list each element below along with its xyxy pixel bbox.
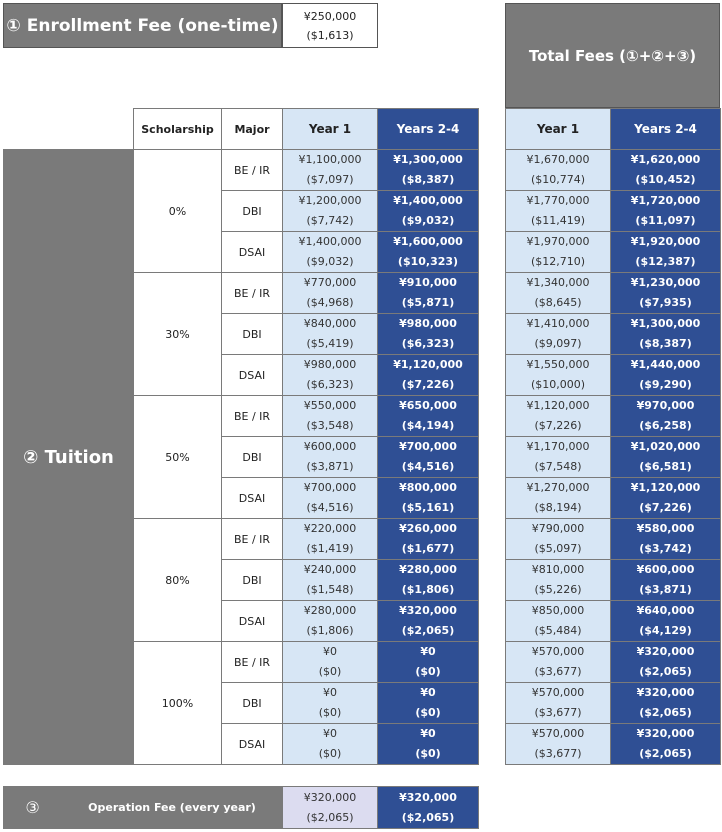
- total-year1-yen: ¥1,270,000: [526, 481, 590, 494]
- major-cell: DBI: [222, 191, 283, 232]
- tuition-years24-yen: ¥910,000: [399, 276, 457, 289]
- major-cell: DBI: [222, 314, 283, 355]
- total-years24-usd: ($7,226): [639, 501, 692, 514]
- tuition-row: [4, 150, 479, 191]
- operation-fee-year1-yen: ¥320,000: [303, 790, 357, 804]
- total-year1-usd: ($8,645): [534, 296, 582, 309]
- total-years24-usd: ($6,258): [639, 419, 692, 432]
- major-cell: DSAI: [222, 601, 283, 642]
- total-year1-usd: ($5,484): [534, 624, 582, 637]
- total-row: [506, 519, 721, 560]
- total-year1-usd: ($5,097): [534, 542, 582, 555]
- total-year1: [506, 519, 611, 560]
- total-year1: [506, 150, 611, 191]
- tuition-year1: [283, 191, 378, 232]
- major-cell: DSAI: [222, 355, 283, 396]
- tuition-year1-yen: ¥1,400,000: [298, 235, 362, 248]
- major-cell: BE / IR: [222, 273, 283, 314]
- tuition-year1-usd: ($1,806): [306, 624, 354, 637]
- tuition-year1-usd: ($4,968): [306, 296, 354, 309]
- total-years24-yen: ¥1,720,000: [630, 194, 701, 207]
- total-years24-usd: ($2,065): [639, 665, 692, 678]
- operation-fee-row: [4, 787, 479, 829]
- total-years24-yen: ¥1,620,000: [630, 153, 701, 166]
- total-row: [506, 478, 721, 519]
- scholarship-level: 100%: [134, 642, 222, 765]
- total-year1-usd: ($9,097): [534, 337, 582, 350]
- total-years24-usd: ($12,387): [635, 255, 696, 268]
- total-years24-yen: ¥1,440,000: [630, 358, 701, 371]
- total-years24-usd: ($11,097): [635, 214, 696, 227]
- total-year1-yen: ¥1,970,000: [526, 235, 590, 248]
- tuition-year1: [283, 642, 378, 683]
- total-year1-usd: ($7,548): [534, 460, 582, 473]
- tuition-years24-usd: ($10,323): [397, 255, 459, 268]
- enrollment-fee-label-text: ① Enrollment Fee (one-time): [6, 15, 279, 36]
- total-year1-yen: ¥570,000: [531, 727, 585, 740]
- tuition-years24-usd: ($1,677): [401, 542, 455, 555]
- total-years24-usd: ($8,387): [639, 337, 692, 350]
- operation-fee-years24-usd: ($2,065): [401, 810, 455, 824]
- total-years24-yen: ¥580,000: [636, 522, 695, 535]
- enrollment-fee-yen: ¥250,000: [303, 9, 357, 23]
- tuition-years24-usd: ($0): [415, 747, 441, 760]
- scholarship-level: 80%: [134, 519, 222, 642]
- total-years24: [611, 683, 721, 724]
- tuition-years24-yen: ¥0: [420, 686, 436, 699]
- tuition-years24-usd: ($6,323): [401, 337, 455, 350]
- total-years24-yen: ¥320,000: [636, 686, 695, 699]
- total-row: [506, 601, 721, 642]
- total-years24-yen: ¥1,230,000: [630, 276, 701, 289]
- tuition-years24-yen: ¥1,600,000: [393, 235, 463, 248]
- tuition-years24: [378, 519, 479, 560]
- tuition-years24: [378, 314, 479, 355]
- total-year1-yen: ¥1,340,000: [526, 276, 590, 289]
- total-year1: [506, 314, 611, 355]
- operation-fee-table: [3, 786, 479, 829]
- total-year1-yen: ¥570,000: [531, 645, 585, 658]
- total-years24: [611, 642, 721, 683]
- operation-fee-years24-yen: ¥320,000: [399, 790, 457, 804]
- total-years24-yen: ¥1,920,000: [630, 235, 701, 248]
- total-year1-usd: ($12,710): [530, 255, 586, 268]
- tuition-years24-yen: ¥700,000: [399, 440, 457, 453]
- total-row: [506, 232, 721, 273]
- tuition-years24: [378, 355, 479, 396]
- header-spacer: [4, 109, 134, 150]
- total-year1: [506, 478, 611, 519]
- total-row: [506, 355, 721, 396]
- tuition-years24-usd: ($7,226): [401, 378, 455, 391]
- total-years24: [611, 150, 721, 191]
- tuition-year1-usd: ($4,516): [306, 501, 354, 514]
- tuition-years24-usd: ($4,516): [401, 460, 455, 473]
- tuition-years24-usd: ($9,032): [401, 214, 455, 227]
- scholarship-level: 0%: [134, 150, 222, 273]
- total-years24-yen: ¥600,000: [636, 563, 695, 576]
- total-years24-usd: ($6,581): [639, 460, 692, 473]
- tuition-year1-usd: ($0): [318, 747, 342, 760]
- tuition-year1-usd: ($7,097): [306, 173, 354, 186]
- major-cell: BE / IR: [222, 642, 283, 683]
- total-year1-usd: ($11,419): [530, 214, 586, 227]
- total-years24: [611, 232, 721, 273]
- major-cell: BE / IR: [222, 396, 283, 437]
- tuition-years24-yen: ¥320,000: [399, 604, 457, 617]
- tuition-year1-yen: ¥0: [323, 645, 337, 658]
- tuition-years24-yen: ¥1,120,000: [393, 358, 463, 371]
- tuition-years24: [378, 683, 479, 724]
- tuition-year1: [283, 683, 378, 724]
- tuition-label: ② Tuition: [4, 150, 134, 765]
- tuition-year1-yen: ¥1,200,000: [298, 194, 362, 207]
- total-year1-usd: ($3,677): [534, 747, 582, 760]
- tuition-years24-usd: ($5,161): [401, 501, 455, 514]
- enrollment-fee-amount: [282, 3, 378, 48]
- tuition-year1-usd: ($1,548): [306, 583, 354, 596]
- tuition-years24-usd: ($2,065): [401, 624, 455, 637]
- tuition-year1-yen: ¥980,000: [303, 358, 357, 371]
- total-year1: [506, 437, 611, 478]
- operation-fee-years24: [378, 787, 479, 829]
- tuition-years24: [378, 478, 479, 519]
- total-row: [506, 560, 721, 601]
- scholarship-level: 30%: [134, 273, 222, 396]
- tuition-year1: [283, 314, 378, 355]
- tuition-years24-usd: ($5,871): [401, 296, 455, 309]
- total-years24-usd: ($9,290): [639, 378, 692, 391]
- total-year1-usd: ($10,000): [530, 378, 586, 391]
- enrollment-fee-label: [3, 3, 282, 48]
- major-cell: DBI: [222, 560, 283, 601]
- total-years24-yen: ¥970,000: [636, 399, 695, 412]
- total-year1-usd: ($10,774): [530, 173, 586, 186]
- total-year1-usd: ($3,677): [534, 706, 582, 719]
- total-header-years24: Years 2-4: [611, 109, 721, 150]
- tuition-year1: [283, 273, 378, 314]
- tuition-years24-yen: ¥260,000: [399, 522, 457, 535]
- total-header-row: [506, 109, 721, 150]
- total-years24-yen: ¥320,000: [636, 727, 695, 740]
- tuition-year1: [283, 519, 378, 560]
- total-years24: [611, 724, 721, 765]
- total-years24: [611, 560, 721, 601]
- tuition-year1-yen: ¥220,000: [303, 522, 357, 535]
- tuition-table: [3, 108, 479, 765]
- total-year1: [506, 396, 611, 437]
- major-cell: BE / IR: [222, 519, 283, 560]
- total-year1: [506, 273, 611, 314]
- tuition-year1-usd: ($5,419): [306, 337, 354, 350]
- tuition-years24: [378, 191, 479, 232]
- tuition-years24-yen: ¥650,000: [399, 399, 457, 412]
- tuition-year1-usd: ($1,419): [306, 542, 354, 555]
- tuition-years24-usd: ($1,806): [401, 583, 455, 596]
- tuition-years24-yen: ¥280,000: [399, 563, 457, 576]
- total-row: [506, 273, 721, 314]
- tuition-years24-yen: ¥0: [420, 645, 436, 658]
- header-years24: Years 2-4: [378, 109, 479, 150]
- total-row: [506, 642, 721, 683]
- total-years24: [611, 273, 721, 314]
- total-years24: [611, 314, 721, 355]
- tuition-year1-usd: ($9,032): [306, 255, 354, 268]
- total-year1: [506, 683, 611, 724]
- total-years24: [611, 601, 721, 642]
- tuition-year1-usd: ($0): [318, 665, 342, 678]
- operation-fee-label: Operation Fee (every year): [62, 787, 283, 829]
- total-year1: [506, 601, 611, 642]
- total-years24-usd: ($4,129): [639, 624, 692, 637]
- tuition-year1: [283, 355, 378, 396]
- tuition-year1: [283, 232, 378, 273]
- total-years24: [611, 478, 721, 519]
- total-year1-yen: ¥810,000: [531, 563, 585, 576]
- tuition-header-row: [4, 109, 479, 150]
- total-year1: [506, 724, 611, 765]
- total-years24-usd: ($3,742): [639, 542, 692, 555]
- total-years24-yen: ¥1,120,000: [630, 481, 701, 494]
- operation-fee-year1: [283, 787, 378, 829]
- tuition-year1-usd: ($3,548): [306, 419, 354, 432]
- tuition-year1-yen: ¥770,000: [303, 276, 357, 289]
- total-years24-yen: ¥320,000: [636, 645, 695, 658]
- tuition-year1-yen: ¥0: [323, 686, 337, 699]
- total-row: [506, 683, 721, 724]
- total-row: [506, 191, 721, 232]
- total-years24-usd: ($2,065): [639, 747, 692, 760]
- total-fees-table: [505, 108, 721, 765]
- major-cell: DSAI: [222, 724, 283, 765]
- total-year1-usd: ($3,677): [534, 665, 582, 678]
- total-row: [506, 314, 721, 355]
- tuition-year1-usd: ($6,323): [306, 378, 354, 391]
- tuition-year1: [283, 396, 378, 437]
- total-year1-yen: ¥570,000: [531, 686, 585, 699]
- tuition-year1-yen: ¥1,100,000: [298, 153, 362, 166]
- total-year1-yen: ¥790,000: [531, 522, 585, 535]
- total-years24: [611, 396, 721, 437]
- header-major: Major: [222, 109, 283, 150]
- tuition-year1-yen: ¥600,000: [303, 440, 357, 453]
- total-years24-usd: ($2,065): [639, 706, 692, 719]
- total-year1: [506, 355, 611, 396]
- total-year1-usd: ($5,226): [534, 583, 582, 596]
- tuition-year1-yen: ¥840,000: [303, 317, 357, 330]
- total-years24: [611, 519, 721, 560]
- tuition-years24-yen: ¥1,300,000: [393, 153, 463, 166]
- tuition-year1-usd: ($3,871): [306, 460, 354, 473]
- total-year1-yen: ¥1,770,000: [526, 194, 590, 207]
- tuition-years24-usd: ($8,387): [401, 173, 455, 186]
- tuition-years24-yen: ¥980,000: [399, 317, 457, 330]
- total-years24-yen: ¥640,000: [636, 604, 695, 617]
- total-years24: [611, 191, 721, 232]
- header-year1: Year 1: [283, 109, 378, 150]
- total-year1-yen: ¥1,670,000: [526, 153, 590, 166]
- tuition-year1: [283, 560, 378, 601]
- total-years24-usd: ($3,871): [639, 583, 692, 596]
- total-fees-title: [505, 3, 720, 108]
- tuition-years24: [378, 724, 479, 765]
- tuition-years24: [378, 396, 479, 437]
- tuition-years24-yen: ¥1,400,000: [393, 194, 463, 207]
- total-header-year1: Year 1: [506, 109, 611, 150]
- total-year1: [506, 232, 611, 273]
- total-year1-yen: ¥1,550,000: [526, 358, 590, 371]
- tuition-year1-usd: ($0): [318, 706, 342, 719]
- total-row: [506, 150, 721, 191]
- total-year1-yen: ¥1,120,000: [526, 399, 590, 412]
- tuition-year1-usd: ($7,742): [306, 214, 354, 227]
- total-years24-usd: ($10,452): [635, 173, 696, 186]
- total-row: [506, 724, 721, 765]
- total-year1: [506, 560, 611, 601]
- total-years24-yen: ¥1,300,000: [630, 317, 701, 330]
- tuition-year1: [283, 724, 378, 765]
- major-cell: DBI: [222, 683, 283, 724]
- tuition-years24-usd: ($0): [415, 706, 441, 719]
- operation-fee-year1-usd: ($2,065): [306, 810, 354, 824]
- tuition-years24: [378, 560, 479, 601]
- operation-fee-number: ③: [4, 787, 62, 829]
- total-year1-yen: ¥1,170,000: [526, 440, 590, 453]
- tuition-year1-yen: ¥550,000: [303, 399, 357, 412]
- tuition-year1: [283, 478, 378, 519]
- tuition-years24: [378, 232, 479, 273]
- tuition-year1-yen: ¥240,000: [303, 563, 357, 576]
- total-years24: [611, 355, 721, 396]
- header-scholarship: Scholarship: [134, 109, 222, 150]
- total-year1-yen: ¥850,000: [531, 604, 585, 617]
- major-cell: DSAI: [222, 232, 283, 273]
- major-cell: DSAI: [222, 478, 283, 519]
- tuition-year1-yen: ¥700,000: [303, 481, 357, 494]
- total-years24: [611, 437, 721, 478]
- tuition-years24: [378, 642, 479, 683]
- tuition-year1: [283, 601, 378, 642]
- major-cell: BE / IR: [222, 150, 283, 191]
- tuition-years24-yen: ¥0: [420, 727, 436, 740]
- tuition-years24: [378, 150, 479, 191]
- major-cell: DBI: [222, 437, 283, 478]
- tuition-years24-yen: ¥800,000: [399, 481, 457, 494]
- tuition-years24: [378, 273, 479, 314]
- total-row: [506, 437, 721, 478]
- tuition-year1: [283, 437, 378, 478]
- tuition-years24: [378, 437, 479, 478]
- total-years24-usd: ($7,935): [639, 296, 692, 309]
- total-years24-yen: ¥1,020,000: [630, 440, 701, 453]
- total-year1: [506, 642, 611, 683]
- total-row: [506, 396, 721, 437]
- total-fees-title-text: Total Fees (①+②+③): [528, 46, 697, 65]
- tuition-year1: [283, 150, 378, 191]
- tuition-year1-yen: ¥280,000: [303, 604, 357, 617]
- total-year1-yen: ¥1,410,000: [526, 317, 590, 330]
- tuition-year1-yen: ¥0: [323, 727, 337, 740]
- tuition-years24: [378, 601, 479, 642]
- enrollment-fee-usd: ($1,613): [306, 28, 354, 42]
- total-year1-usd: ($8,194): [534, 501, 582, 514]
- tuition-years24-usd: ($0): [415, 665, 441, 678]
- tuition-years24-usd: ($4,194): [401, 419, 455, 432]
- scholarship-level: 50%: [134, 396, 222, 519]
- total-year1-usd: ($7,226): [534, 419, 582, 432]
- total-year1: [506, 191, 611, 232]
